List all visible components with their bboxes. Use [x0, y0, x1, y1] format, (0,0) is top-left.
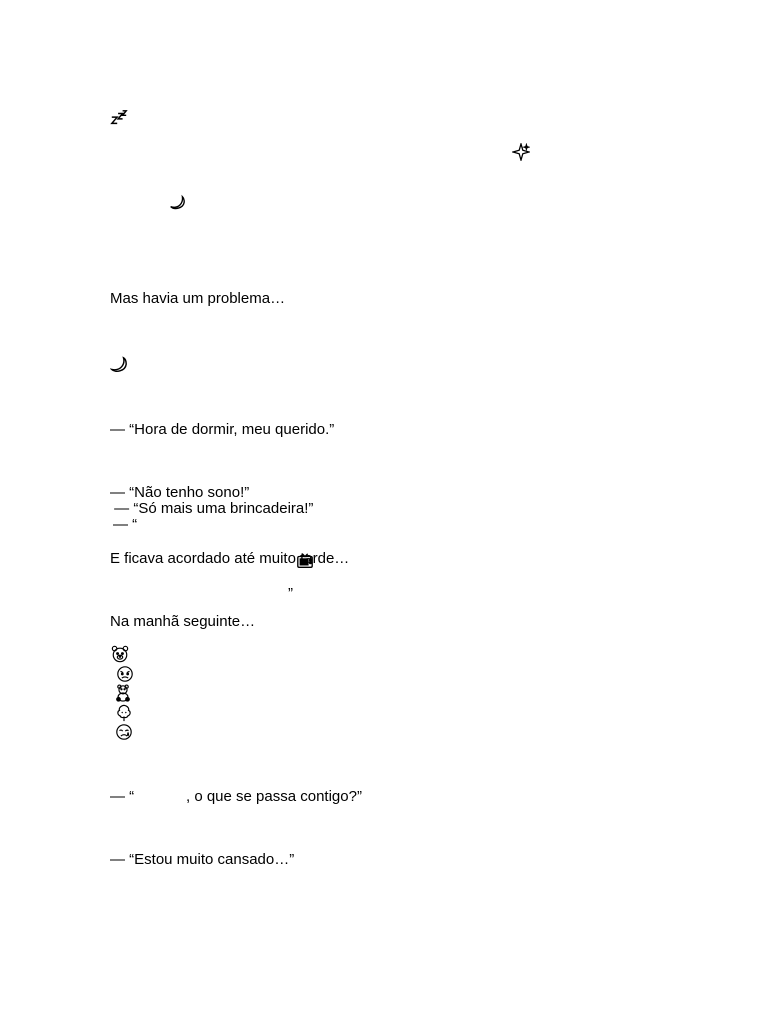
- bear-face-icon: [111, 645, 129, 663]
- tired-face-icon: [115, 723, 133, 741]
- zzz-icon: [110, 109, 128, 127]
- tree-icon: [115, 704, 133, 722]
- grumpy-face-icon: [116, 665, 134, 683]
- dialogue-tv-close: ”: [288, 585, 293, 602]
- crescent-moon-icon: [168, 194, 186, 212]
- dialogue-tv-open: — “: [113, 516, 138, 533]
- dialogue-no-sleep: — “Não tenho sono!”: [110, 484, 250, 501]
- television-icon: [296, 516, 314, 534]
- dialogue-tired: — “Estou muito cansado…”: [110, 851, 295, 868]
- narration-next-morning: Na manhã seguinte…: [110, 613, 256, 630]
- dialogue-what-open: — “: [110, 788, 135, 805]
- dialogue-what-rest: , o que se passa contigo?”: [186, 788, 362, 805]
- dialogue-bedtime: — “Hora de dormir, meu querido.”: [110, 421, 335, 438]
- narration-problem: Mas havia um problema…: [110, 290, 286, 307]
- sparkle-star-icon: [512, 143, 530, 161]
- teddy-bear-icon: [114, 684, 132, 702]
- narration-late: E ficava acordado até muito tarde…: [110, 550, 350, 567]
- crescent-moon-icon: [110, 356, 128, 374]
- dialogue-one-more: — “Só mais uma brincadeira!”: [110, 500, 314, 517]
